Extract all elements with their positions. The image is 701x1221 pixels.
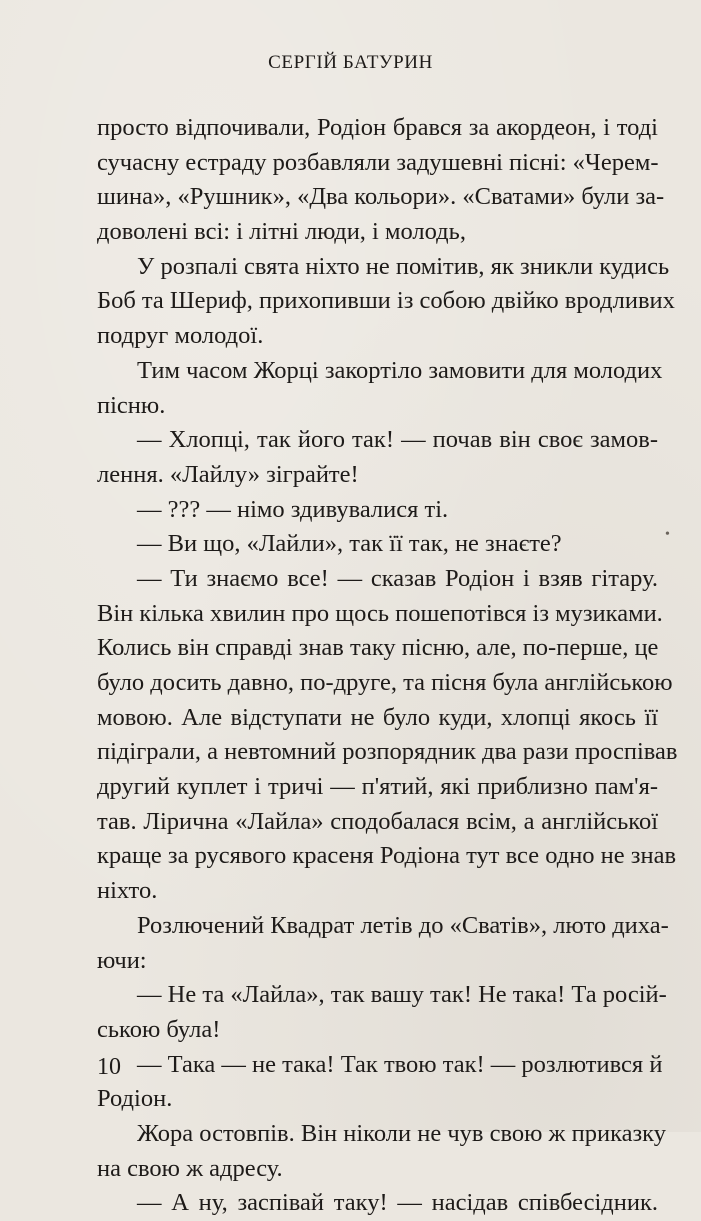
text-line: Жора остовпів. Він ніколи не чув свою ж приказку	[137, 1119, 666, 1147]
text-line: лення. «Лайлу» зіграйте!	[97, 460, 359, 488]
text-line: підіграли, а невтомний розпорядник два рази проспівав	[97, 738, 678, 766]
text-line: тав. Лірична «Лайла» сподобалася всім, а англійської	[97, 807, 658, 835]
text-line: краще за русявого красеня Родіона тут все одно не знав	[97, 842, 677, 870]
text-line: просто відпочивали, Родіон брався за акордеон, і тоді	[97, 114, 658, 141]
text-line: ською була!	[97, 1015, 221, 1043]
text-line: — Хлопці, так його так! — почав він своє замов-	[137, 426, 658, 454]
text-line: доволені всі: і літні люди, і молодь,	[97, 218, 466, 246]
text-line: — А ну, заспівай таку! — насідав співбесідник.	[137, 1189, 658, 1217]
text-line: другий куплет і тричі — п'ятий, які приблизно пам'я-	[97, 773, 658, 801]
text-line: шина», «Рушник», «Два кольори». «Сватами» були за-	[97, 183, 665, 211]
text-line: було досить давно, по-друге, та пісня була англійською	[97, 669, 673, 696]
text-line: ючи:	[97, 946, 147, 974]
margin-mark: •	[665, 527, 670, 542]
text-line: — ??? — німо здивувалися ті.	[137, 495, 449, 523]
text-line: Колись він справді знав таку пісню, але, по-перше, це	[97, 634, 659, 662]
text-line: Розлючений Квадрат летів до «Сватів», люто диха-	[137, 911, 669, 939]
text-line: ніхто.	[97, 877, 158, 905]
page-number: 10	[97, 1054, 121, 1080]
text-line: Боб та Шериф, прихопивши із собою двійко вродливих	[97, 287, 675, 315]
text-line: Родіон.	[97, 1085, 173, 1113]
text-line: — Ти знаємо все! — сказав Родіон і взяв гітару.	[137, 564, 658, 592]
text-line: на свою ж адресу.	[97, 1154, 283, 1182]
text-line: — Така — не така! Так твою так! — розлютився й	[137, 1050, 663, 1078]
text-line: Тим часом Жорці закортіло замовити для молодих	[137, 356, 663, 384]
text-line: — Не та «Лайла», так вашу так! Не така! Та росій-	[137, 981, 667, 1009]
text-line: сучасну естраду розбавляли задушевні пісні: «Черем-	[97, 148, 659, 176]
text-line: подруг молодої.	[97, 322, 264, 350]
text-line: пісню.	[97, 391, 166, 419]
text-line: У розпалі свята ніхто не помітив, як зникли кудись	[137, 252, 670, 280]
text-line: Він кілька хвилин про щось пошепотівся із музиками.	[97, 599, 663, 627]
body-text	[97, 111, 678, 1221]
text-line: мовою. Але відступати не було куди, хлопці якось її	[97, 703, 658, 731]
running-head: СЕРГІЙ БАТУРИН	[268, 52, 433, 73]
text-line: — Ви що, «Лайли», так її так, не знаєте?	[137, 530, 562, 558]
